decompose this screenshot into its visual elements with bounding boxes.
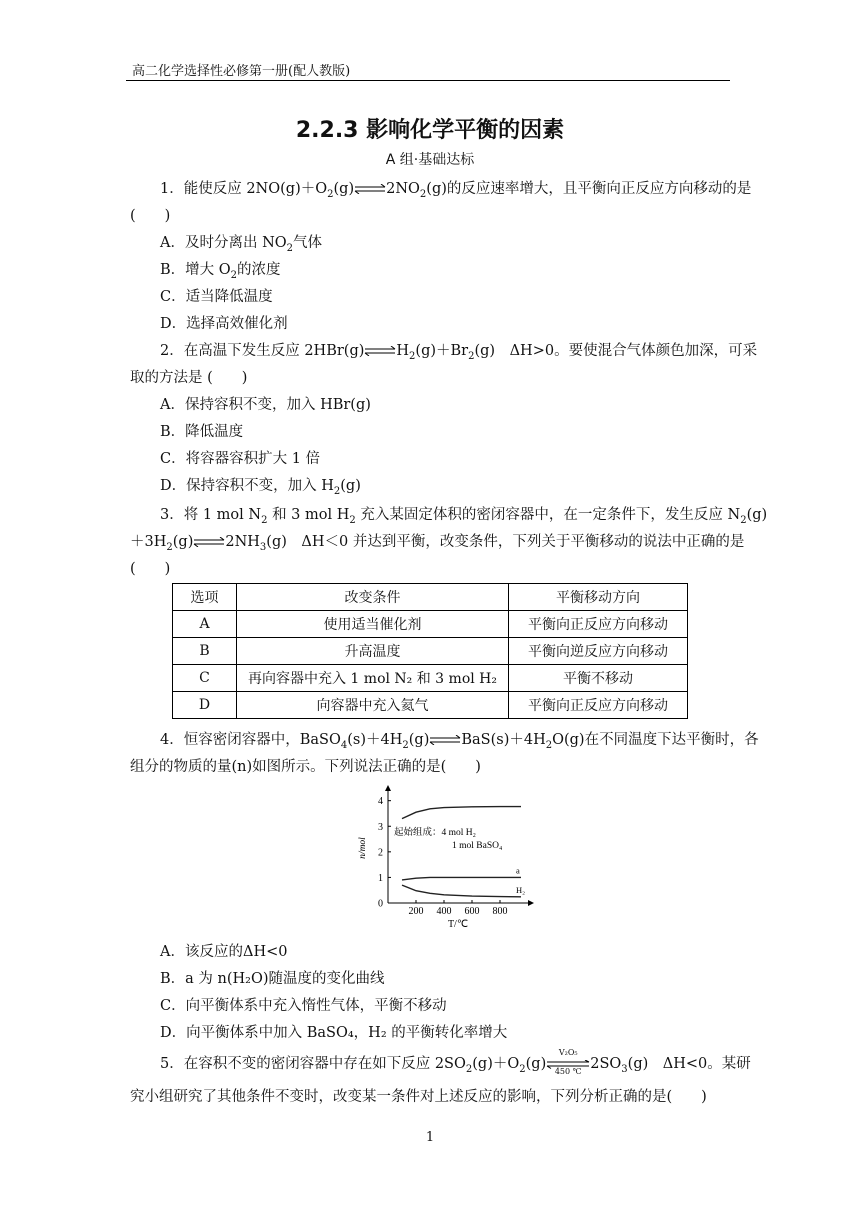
chart-svg	[355, 783, 535, 935]
table-cell: A	[173, 611, 237, 638]
q1-option-b: B．增大 $O_2$的浓度	[160, 262, 281, 281]
q2-stem: 2．在高温下发生反应 2HBr(g) $H_2(g)+Br_2(g)$ ΔH>0。要使混合气体颜色加深，可采	[160, 343, 758, 362]
x-tick-label: 800	[492, 906, 508, 917]
y-axis-arrow	[385, 785, 391, 791]
q1-stem: 1．能使反应 $2NO(g)+O_2(g)$ $2NO_2(g)$的反应速率增大，且平衡向正反应方向移动的是	[160, 181, 752, 200]
q3-stem: 3．将 1 mol $N_2$ 和 3 mol $H_2$ 充入某固定体积的密闭容器中，在一定条件下，发生反应 $N_2(g)$	[160, 507, 768, 526]
x-tick-label: 200	[408, 906, 424, 917]
y-axis-label: n/mol	[358, 837, 368, 859]
y-tick-label: 0	[378, 898, 383, 910]
q1-option-a: A．及时分离出 $NO_2$气体	[160, 235, 323, 254]
q4-option-a: A．该反应的ΔH<0	[160, 944, 288, 960]
q5-stem-line2: 究小组研究了其他条件不变时，改变某一条件对上述反应的影响，下列分析正确的是( )	[130, 1089, 707, 1105]
table-header-cell: 平衡移动方向	[509, 584, 688, 611]
table-cell: 向容器中充入氦气	[237, 692, 509, 719]
table-header-row	[173, 584, 688, 611]
table-row	[173, 665, 688, 692]
q4-option-b: B．a 为 n(H₂O)随温度的变化曲线	[160, 971, 385, 987]
table-cell: 平衡向正反应方向移动	[509, 692, 688, 719]
catalyst-label: V₂O₅	[558, 1048, 578, 1057]
q1-option-d: D．选择高效催化剂	[160, 316, 288, 332]
series-label: a	[516, 865, 520, 876]
table-cell: D	[173, 692, 237, 719]
q4-option-c: C．向平衡体系中充入惰性气体，平衡不移动	[160, 998, 447, 1014]
table-row	[173, 611, 688, 638]
page-title: 2.2.3 影响化学平衡的因素	[295, 118, 565, 143]
q3-stem-line2: $+3H_2(g)$ $2NH_3(g)$ ΔH＜0 并达到平衡，改变条件，下列关于平衡移动的说法中正确的是	[130, 534, 745, 553]
table-row	[173, 638, 688, 665]
equilibrium-arrow-icon	[193, 537, 225, 547]
series-line	[402, 877, 521, 880]
temperature-label: 450 ℃	[554, 1067, 582, 1076]
equilibrium-arrow-icon	[364, 346, 396, 356]
equilibrium-arrow-icon	[354, 184, 386, 194]
q2-stem-line2: 取的方法是 ( )	[130, 370, 248, 386]
equilibrium-chart	[355, 783, 535, 935]
q4-stem: 4．恒容密闭容器中，$BaSO_4(s)+4H_2(g)$ $BaS(s)+4H_2O(g)$在不同温度下达平衡时，各	[160, 732, 759, 751]
q1-option-c: C．适当降低温度	[160, 289, 273, 305]
y-tick-label: 1	[378, 872, 383, 884]
y-tick-label: 2	[378, 847, 383, 859]
x-tick-label: 400	[436, 906, 452, 917]
table-cell: 平衡向逆反应方向移动	[509, 638, 688, 665]
series-line	[402, 807, 521, 819]
q4-stem-line2: 组分的物质的量(n)如图所示。下列说法正确的是( )	[130, 759, 481, 775]
catalyst-arrow	[546, 1048, 590, 1076]
x-tick-label: 600	[464, 906, 480, 917]
q2-option-d: D．保持容积不变，加入 $H_2(g)$	[160, 478, 361, 497]
q3-options-table	[172, 583, 688, 719]
table-cell: C	[173, 665, 237, 692]
table-cell: 再向容器中充入 1 mol N₂ 和 3 mol H₂	[237, 665, 509, 692]
q5-stem: 5．在容积不变的密闭容器中存在如下反应 $2SO_2(g)+O_2(g)$ V₂O₅ 450 ℃ $2SO_3(g)$ ΔH<0。某研	[160, 1048, 751, 1076]
q3-blank: ( )	[130, 561, 171, 577]
y-tick-label: 3	[378, 821, 383, 833]
table-cell: 使用适当催化剂	[237, 611, 509, 638]
page-header: 高二化学选择性必修第一册(配人教版)	[132, 64, 351, 79]
table-header-cell: 选项	[173, 584, 237, 611]
x-axis-label: T/℃	[447, 919, 469, 930]
q1-blank: ( )	[130, 208, 171, 224]
y-tick-label: 4	[378, 796, 383, 808]
table-cell: 平衡向正反应方向移动	[509, 611, 688, 638]
q4-option-d: D．向平衡体系中加入 BaSO₄，H₂ 的平衡转化率增大	[160, 1025, 508, 1041]
series-line	[402, 885, 521, 897]
table-cell: 平衡不移动	[509, 665, 688, 692]
page-number: 1	[425, 1130, 435, 1145]
q2-option-c: C．将容器容积扩大 1 倍	[160, 451, 321, 467]
chart-annotation: 1 mol BaSO₄	[452, 841, 503, 851]
q2-option-b: B．降低温度	[160, 424, 244, 440]
x-axis-arrow	[528, 900, 534, 906]
q2-option-a: A．保持容积不变，加入 HBr(g)	[160, 397, 371, 413]
table-cell: B	[173, 638, 237, 665]
series-label: H₂	[516, 884, 526, 895]
table-cell: 升高温度	[237, 638, 509, 665]
table-header-cell: 改变条件	[237, 584, 509, 611]
table-row	[173, 692, 688, 719]
chart-annotation: 起始组成：4 mol H₂	[394, 828, 476, 839]
header-divider	[126, 80, 730, 81]
equilibrium-arrow-icon	[429, 735, 461, 745]
section-subtitle: A 组·基础达标	[385, 152, 475, 168]
